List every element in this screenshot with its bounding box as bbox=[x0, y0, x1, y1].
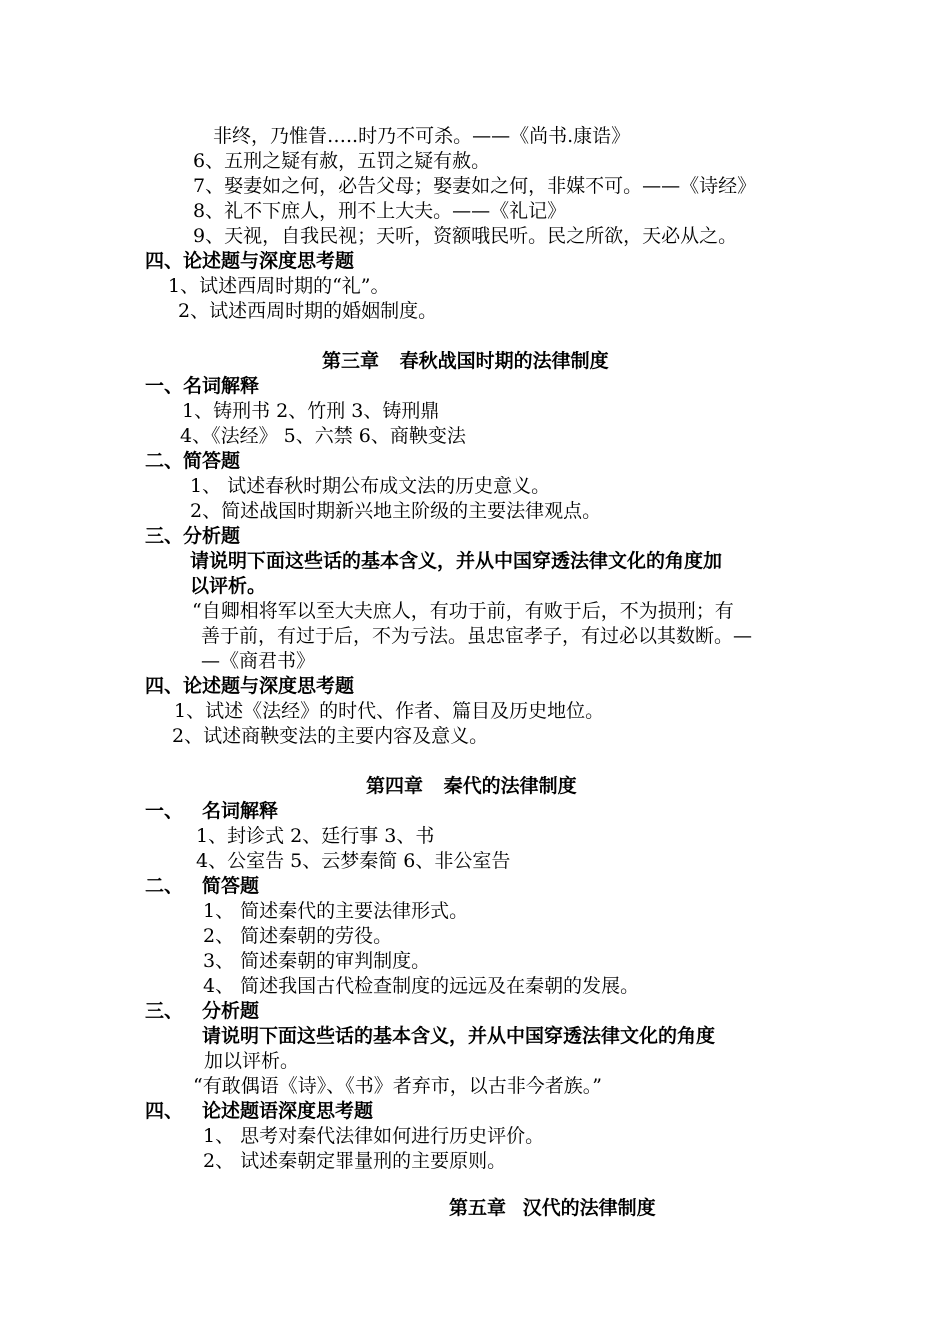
analysis-quote: 善于前，有过于后，不为亏法。虽忠宦孝子，有过必以其数断。— bbox=[201, 625, 753, 647]
list-item: 2、试述商鞅变法的主要内容及意义。 bbox=[172, 725, 489, 747]
term-list-line: 4、《法经》 5、六禁 6、商鞅变法 bbox=[180, 425, 466, 447]
analysis-prompt: 请说明下面这些话的基本含义，并从中国穿透法律文化的角度 bbox=[202, 1025, 716, 1047]
quote-item-6: 6、五刑之疑有赦，五罚之疑有赦。 bbox=[193, 150, 491, 172]
term-list-line: 4、公室告 5、云梦秦简 6、非公室告 bbox=[196, 850, 511, 872]
section-number: 二、 bbox=[145, 875, 184, 897]
section-heading: 三、分析题 bbox=[145, 525, 241, 547]
list-item: 2、简述战国时期新兴地主阶级的主要法律观点。 bbox=[190, 500, 602, 522]
section-number: 四、 bbox=[145, 1100, 184, 1122]
list-item: 1、 试述春秋时期公布成文法的历史意义。 bbox=[190, 475, 551, 497]
quote-item-9: 9、天视，自我民视；天听，资额哦民听。民之所欲，天必从之。 bbox=[193, 225, 738, 247]
list-item: 4、 简述我国古代检查制度的远远及在秦朝的发展。 bbox=[203, 975, 640, 997]
list-item: 2、 简述秦朝的劳役。 bbox=[203, 925, 393, 947]
section-heading: 名词解释 bbox=[202, 800, 279, 822]
list-item: 1、试述西周时期的“礼”。 bbox=[168, 275, 390, 297]
section-heading: 简答题 bbox=[202, 875, 260, 897]
section-heading: 分析题 bbox=[202, 1000, 260, 1022]
list-item: 3、 简述秦朝的审判制度。 bbox=[203, 950, 431, 972]
analysis-quote: “自卿相将军以至大夫庶人，有功于前，有败于后，不为损刑；有 bbox=[192, 600, 734, 622]
section-heading: 四、论述题与深度思考题 bbox=[145, 250, 355, 272]
analysis-prompt: 以评析。 bbox=[190, 575, 267, 597]
list-item: 1、 简述秦代的主要法律形式。 bbox=[203, 900, 469, 922]
section-heading: 一、名词解释 bbox=[145, 375, 260, 397]
section-heading: 二、简答题 bbox=[145, 450, 241, 472]
section-number: 三、 bbox=[145, 1000, 184, 1022]
section-heading: 论述题语深度思考题 bbox=[202, 1100, 374, 1122]
analysis-quote: —《商君书》 bbox=[201, 650, 316, 672]
chapter-title: 第五章 汉代的法律制度 bbox=[449, 1197, 656, 1219]
list-item: 2、 试述秦朝定罪量刑的主要原则。 bbox=[203, 1150, 507, 1172]
list-item: 1、试述《法经》的时代、作者、篇目及历史地位。 bbox=[174, 700, 605, 722]
term-list-line: 1、封诊式 2、廷行事 3、书 bbox=[196, 825, 435, 847]
chapter-title: 第三章 春秋战国时期的法律制度 bbox=[322, 350, 609, 372]
quote-item-8: 8、礼不下庶人，刑不上大夫。——《礼记》 bbox=[193, 200, 567, 222]
section-heading: 四、论述题与深度思考题 bbox=[145, 675, 355, 697]
chapter-title: 第四章 秦代的法律制度 bbox=[366, 775, 577, 797]
list-item: 1、 思考对秦代法律如何进行历史评价。 bbox=[203, 1125, 545, 1147]
analysis-quote: “有敢偶语《诗》、《书》者弃市，以古非今者族。” bbox=[193, 1075, 602, 1097]
quote-item-7: 7、娶妻如之何，必告父母；娶妻如之何，非媒不可。——《诗经》 bbox=[193, 175, 757, 197]
term-list-line: 1、铸刑书 2、竹刑 3、铸刑鼎 bbox=[182, 400, 440, 422]
analysis-prompt: 请说明下面这些话的基本含义，并从中国穿透法律文化的角度加 bbox=[190, 550, 723, 572]
analysis-prompt: 加以评析。 bbox=[204, 1050, 300, 1072]
section-number: 一、 bbox=[145, 800, 184, 822]
list-item: 2、试述西周时期的婚姻制度。 bbox=[178, 300, 438, 322]
quote-line: 非终，乃惟眚…..时乃不可杀。——《尚书.康诰》 bbox=[213, 125, 631, 147]
